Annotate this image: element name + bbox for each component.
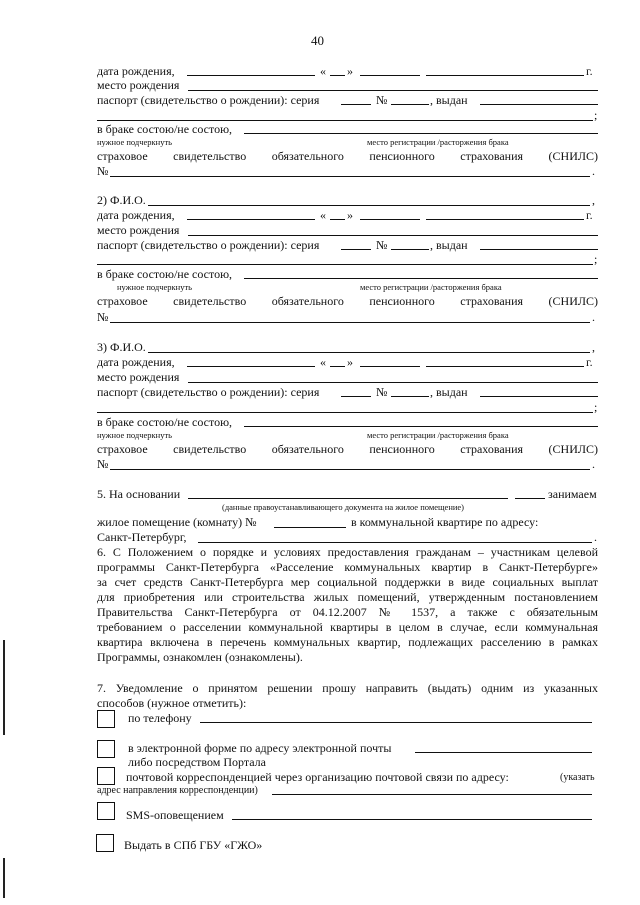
room-label: жилое помещение (комнату) № (97, 515, 257, 529)
underline-hint: нужное подчеркнуть (117, 282, 193, 292)
scan-margin-mark (3, 640, 5, 735)
snils-field[interactable] (110, 176, 590, 177)
post-address-field[interactable] (272, 794, 592, 795)
issued-field-line2[interactable] (97, 412, 593, 413)
issued-field-line2[interactable] (97, 120, 593, 121)
underline-hint: нужное подчеркнуть (97, 137, 173, 147)
email-field[interactable] (415, 752, 592, 753)
marriage-label: в браке состою/не состою, (97, 415, 233, 429)
day-field[interactable] (330, 366, 345, 367)
opt-email-label: в электронной форме по адресу электронной почты (128, 741, 392, 755)
year-field[interactable] (426, 75, 584, 76)
phone-checkbox[interactable] (97, 710, 115, 728)
pob-field[interactable] (188, 382, 598, 383)
issued-label: , выдан (430, 385, 468, 399)
section6-line: программы Санкт-Петербурга «Расселение коммунальных квартир в Санкт-Петербурге» (97, 560, 598, 574)
scan-margin-mark (3, 858, 5, 898)
snils-field[interactable] (110, 469, 590, 470)
snils-no-label: № (97, 310, 109, 324)
month-field[interactable] (360, 366, 420, 367)
opt-post-label: почтовой корреспонденцией через организацию почтовой связи по адресу: (126, 770, 509, 784)
section6-line: Правительства Санкт-Петербурга от 04.12.2007 № 1537, а также с обязательным (97, 605, 598, 619)
day-close-quote: » (347, 355, 353, 369)
snils-line: страховое свидетельство обязательного пенсионного страхования (СНИЛС) (97, 442, 599, 456)
dot: . (592, 164, 595, 178)
section6-line: требованием о расселении коммунальной квартиры в целом в случае, если коммунальная (97, 620, 598, 634)
section6-line: для приобретения или строительства жилых помещений, утвержденным постановлением (97, 590, 598, 604)
opt-portal-label: либо посредством Портала (128, 755, 266, 769)
snils-field[interactable] (110, 322, 590, 323)
marriage-field[interactable] (244, 278, 598, 279)
month-field[interactable] (360, 75, 420, 76)
passport-num-label: № (376, 385, 388, 399)
dob-label: дата рождения, (97, 64, 175, 78)
snils-no-label: № (97, 457, 109, 471)
pob-field[interactable] (188, 235, 598, 236)
section6-line: за счет средств Санкт-Петербурга мер социальной поддержки в виде социальных выплат (97, 575, 598, 589)
section5-lead: 5. На основании (97, 487, 181, 501)
day-close-quote: » (347, 208, 353, 222)
passport-series-field[interactable] (341, 104, 371, 105)
month-field[interactable] (360, 219, 420, 220)
opt-post-hint2: адрес направления корреспонденции) (97, 785, 258, 796)
passport-series-field[interactable] (341, 249, 371, 250)
occupy-label: занимаем (548, 487, 597, 501)
sms-field[interactable] (232, 819, 592, 820)
passport-num-label: № (376, 238, 388, 252)
gzho-checkbox[interactable] (96, 834, 114, 852)
year-label: г. (586, 64, 593, 78)
pob-field[interactable] (188, 90, 598, 91)
page-number: 40 (311, 33, 324, 48)
passport-series-field[interactable] (341, 396, 371, 397)
pob-label: место рождения (97, 370, 180, 384)
marriage-place-hint: место регистрации /расторжения брака (360, 282, 502, 292)
comma: , (592, 193, 595, 207)
year-field[interactable] (426, 219, 584, 220)
basis-document-field-tail[interactable] (515, 498, 545, 499)
issued-field-line2[interactable] (97, 264, 593, 265)
dot: . (592, 310, 595, 324)
fio-label: 3) Ф.И.О. (97, 340, 146, 354)
passport-label: паспорт (свидетельство о рождении): серия (97, 238, 320, 252)
semicolon: ; (594, 400, 598, 414)
day-close-quote: » (347, 64, 353, 78)
dob-label: дата рождения, (97, 208, 175, 222)
dob-field[interactable] (187, 366, 315, 367)
day-open-quote: « (320, 208, 326, 222)
marriage-field[interactable] (244, 426, 598, 427)
passport-label: паспорт (свидетельство о рождении): серия (97, 93, 320, 107)
address-label: в коммунальной квартире по адресу: (351, 515, 539, 529)
dob-field[interactable] (187, 219, 315, 220)
document-hint: (данные правоустанавливающего документа на жилое помещение) (222, 502, 465, 512)
marriage-label: в браке состою/не состою, (97, 122, 233, 136)
pob-label: место рождения (97, 223, 180, 237)
day-field[interactable] (330, 75, 345, 76)
dot: . (592, 457, 595, 471)
day-field[interactable] (330, 219, 345, 220)
year-label: г. (586, 355, 593, 369)
dob-field[interactable] (187, 75, 315, 76)
marriage-field[interactable] (244, 133, 598, 134)
section6-line: 6. С Положением о порядке и условиях предоставления гражданам – участникам целевой (97, 545, 598, 559)
comma: , (592, 340, 595, 354)
snils-no-label: № (97, 164, 109, 178)
passport-num-label: № (376, 93, 388, 107)
phone-field[interactable] (200, 722, 592, 723)
issued-label: , выдан (430, 238, 468, 252)
year-label: г. (586, 208, 593, 222)
year-field[interactable] (426, 366, 584, 367)
post-checkbox[interactable] (97, 767, 115, 785)
snils-line: страховое свидетельство обязательного пенсионного страхования (СНИЛС) (97, 294, 599, 308)
opt-post-hint: (указать (560, 772, 595, 783)
opt-sms-label: SMS-оповещением (126, 808, 224, 822)
room-number-field[interactable] (274, 527, 346, 528)
section6-line: квартира включена в перечень коммунальных квартир, подлежащих расселению в рамках (97, 635, 598, 649)
opt-gzho-label: Выдать в СПб ГБУ «ГЖО» (124, 838, 263, 852)
issued-field[interactable] (480, 396, 598, 397)
dob-label: дата рождения, (97, 355, 175, 369)
section6-last-line: Программы, ознакомлен (ознакомлены). (97, 650, 303, 664)
section7-line2: способов (нужное отметить): (97, 696, 247, 710)
issued-label: , выдан (430, 93, 468, 107)
marriage-place-hint: место регистрации /расторжения брака (367, 430, 509, 440)
passport-number-field[interactable] (391, 104, 429, 105)
marriage-label: в браке состою/не состою, (97, 267, 233, 281)
day-open-quote: « (320, 355, 326, 369)
basis-document-field[interactable] (188, 498, 508, 499)
passport-number-field[interactable] (391, 396, 429, 397)
sms-checkbox[interactable] (97, 802, 115, 820)
semicolon: ; (594, 108, 598, 122)
email-checkbox[interactable] (97, 740, 115, 758)
marriage-place-hint: место регистрации /расторжения брака (367, 137, 509, 147)
day-open-quote: « (320, 64, 326, 78)
fio-label: 2) Ф.И.О. (97, 193, 146, 207)
issued-field[interactable] (480, 104, 598, 105)
section7-line1: 7. Уведомление о принятом решении прошу направить (выдать) одним из указанных (97, 681, 598, 695)
opt-phone-label: по телефону (128, 711, 192, 725)
issued-field[interactable] (480, 249, 598, 250)
fio-field[interactable] (148, 205, 590, 206)
dot: . (594, 530, 597, 544)
fio-field[interactable] (148, 352, 590, 353)
address-field[interactable] (198, 542, 592, 543)
snils-line: страховое свидетельство обязательного пенсионного страхования (СНИЛС) (97, 149, 599, 163)
city-label: Санкт-Петербург, (97, 530, 187, 544)
underline-hint: нужное подчеркнуть (97, 430, 173, 440)
pob-label: место рождения (97, 78, 180, 92)
passport-number-field[interactable] (391, 249, 429, 250)
passport-label: паспорт (свидетельство о рождении): серия (97, 385, 320, 399)
semicolon: ; (594, 252, 598, 266)
